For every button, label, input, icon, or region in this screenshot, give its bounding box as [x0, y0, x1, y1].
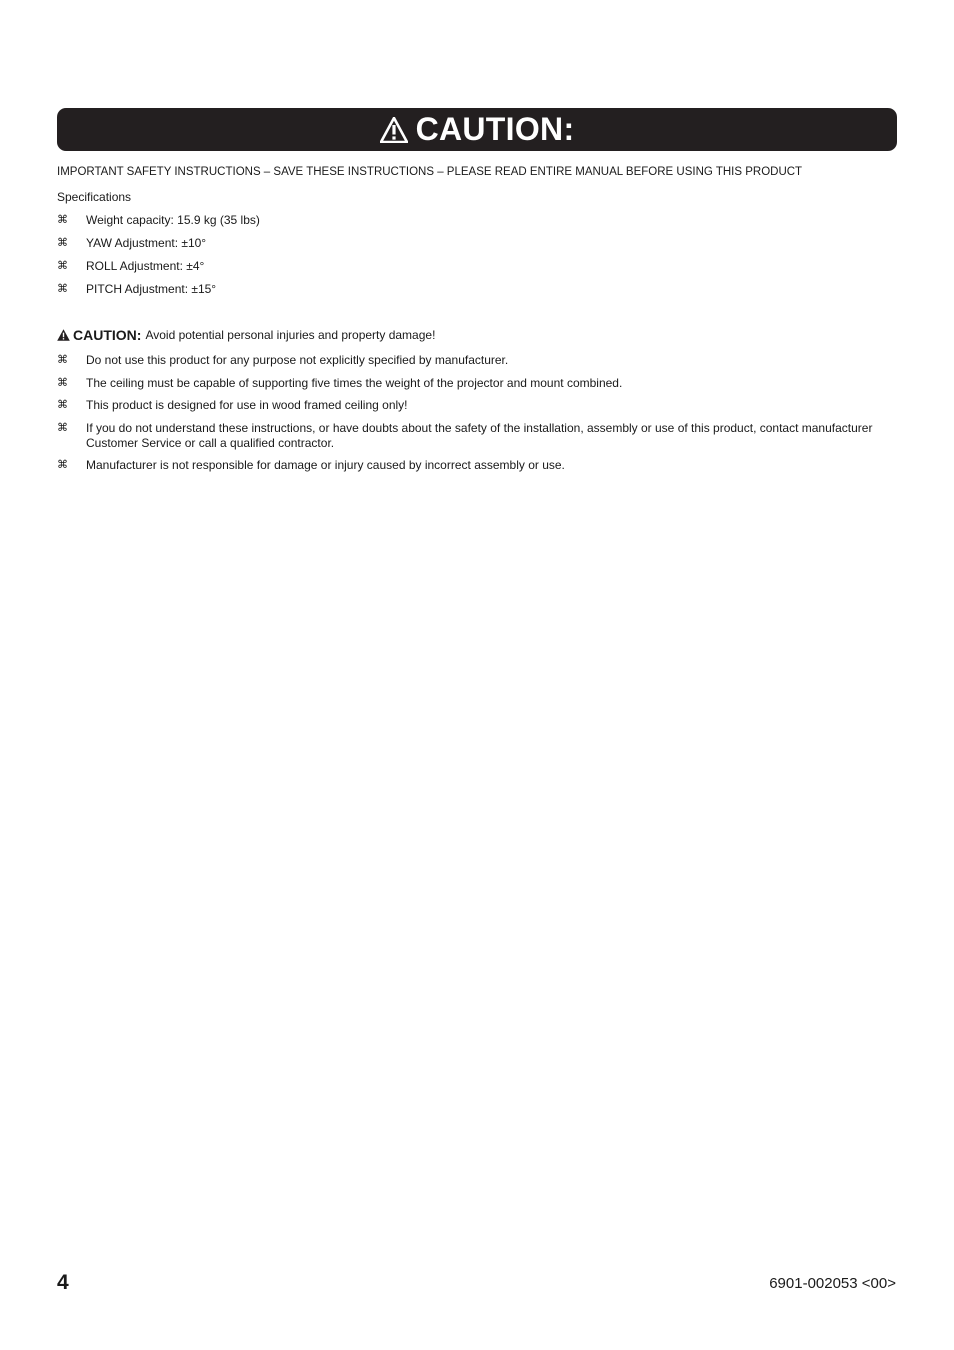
list-item: [57, 259, 887, 274]
caution-banner: [57, 108, 897, 151]
caution-item-text: The ceiling must be capable of supporting five times the weight of the projector and mount combined.: [86, 375, 623, 390]
spec-item-text: ROLL Adjustment: ±4°: [86, 259, 205, 273]
bullet-icon: ⌘: [57, 399, 68, 411]
list-item: [57, 421, 887, 451]
bullet-icon: ⌘: [57, 421, 68, 434]
list-item: [57, 213, 887, 228]
list-item: [57, 458, 887, 473]
caution-item-text: If you do not understand these instructions, or have doubts about the safety of the installation, assembly or use of this product, contact manufacturer Customer Service or call a qualified contractor.: [86, 420, 873, 450]
caution-text: Avoid potential personal injuries and property damage!: [145, 328, 436, 342]
specifications-list: [57, 213, 887, 305]
spec-item-text: Weight capacity: 15.9 kg (35 lbs): [86, 213, 260, 227]
bullet-icon: ⌘: [57, 237, 68, 249]
banner-title: CAUTION:: [415, 111, 575, 147]
bullet-icon: ⌘: [57, 283, 68, 295]
list-item: [57, 353, 887, 368]
bullet-icon: ⌘: [57, 214, 68, 226]
page-number: 4: [57, 1271, 69, 1294]
specifications-heading: Specifications: [57, 190, 132, 204]
bullet-icon: ⌘: [57, 459, 68, 471]
spec-item-text: PITCH Adjustment: ±15°: [86, 282, 217, 296]
bullet-icon: ⌘: [57, 354, 68, 366]
caution-label: CAUTION:: [73, 327, 142, 343]
list-item: [57, 236, 887, 251]
warning-triangle-icon: [57, 329, 70, 341]
bullet-icon: ⌘: [57, 260, 68, 272]
list-item: [57, 376, 887, 391]
warning-triangle-icon: [380, 117, 408, 143]
caution-item-text: This product is designed for use in wood framed ceiling only!: [86, 398, 408, 412]
caution-item-text: Manufacturer is not responsible for damage or injury caused by incorrect assembly or use.: [86, 458, 565, 472]
document-code: 6901-002053 <00>: [769, 1275, 896, 1292]
list-item: [57, 282, 887, 297]
list-item: [57, 398, 887, 413]
spec-item-text: YAW Adjustment: ±10°: [86, 236, 207, 250]
bullet-icon: ⌘: [57, 376, 68, 389]
caution-statement: [57, 327, 435, 343]
caution-list: [57, 353, 887, 481]
safety-instructions-intro: IMPORTANT SAFETY INSTRUCTIONS – SAVE THESE INSTRUCTIONS – PLEASE READ ENTIRE MANUAL BEFORE USING THIS PRODUCT: [57, 166, 803, 178]
caution-item-text: Do not use this product for any purpose not explicitly specified by manufacturer.: [86, 353, 509, 367]
